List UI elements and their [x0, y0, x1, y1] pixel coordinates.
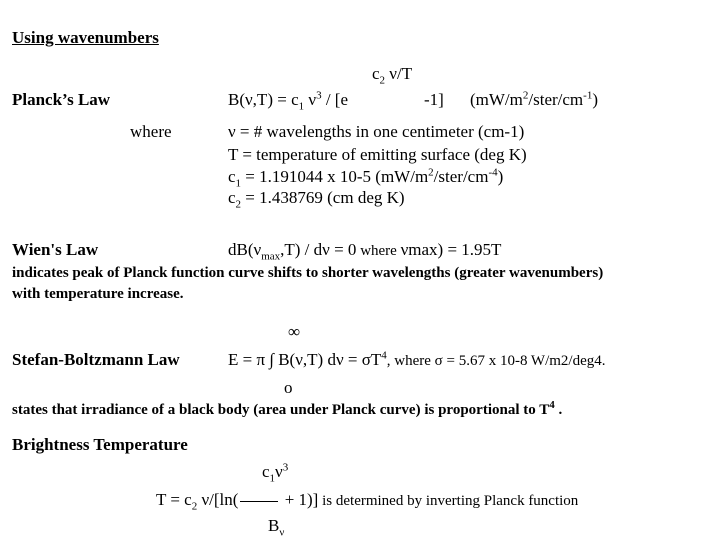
infinity-symbol: ∞	[288, 322, 301, 341]
planck-heading: Planck’s Law	[12, 90, 111, 109]
units-mid: /ster/cm	[528, 90, 584, 109]
planck-eq-cube: 3	[316, 89, 322, 102]
stefan-heading: Stefan-Boltzmann Law	[12, 350, 180, 369]
stefan-eq-sup: 4	[381, 349, 387, 362]
where-label: where	[130, 122, 172, 141]
bt-eq-pre: T = c	[156, 490, 192, 509]
def-c1-sub: 1	[235, 177, 242, 190]
bt-den-sub: ν	[279, 526, 285, 539]
def-c1-sup2: -4	[488, 166, 498, 179]
stefan-desc	[12, 400, 562, 420]
exponent-c-sub: 2	[379, 74, 386, 87]
bt-eq-after: + 1)]	[280, 490, 319, 509]
stefan-equation	[228, 350, 606, 371]
units-sup1: 2	[522, 89, 529, 102]
bt-den-pre: B	[268, 516, 280, 535]
def-c1-post: )	[497, 167, 504, 186]
def-c2-post: = 1.438769 (cm deg K)	[241, 188, 405, 207]
units-sup2: -1	[583, 89, 593, 102]
units-pre: (mW/m	[470, 90, 523, 109]
lower-limit: o	[284, 378, 293, 397]
planck-eq-mid: / [e	[321, 90, 348, 109]
bt-num-nu: ν	[275, 462, 283, 481]
def-c1	[228, 166, 504, 190]
exponent-rest: ν/T	[385, 64, 413, 83]
planck-eq-nu: ν	[304, 90, 317, 109]
bt-num-sub: 1	[269, 472, 276, 485]
brightness-heading: Brightness Temperature	[12, 435, 188, 454]
planck-eq-lhs: B(ν,T) = c	[228, 90, 299, 109]
def-c1-sup1: 2	[428, 166, 434, 179]
stefan-eq-post: , where σ = 5.67 x 10-8 W/m2/deg4.	[386, 353, 606, 369]
bt-eq-desc: is determined by inverting Planck function	[318, 493, 579, 509]
wien-eq-mid: ,T) / dν = 0	[280, 240, 357, 259]
def-c1-mid2: /ster/cm	[433, 167, 489, 186]
wien-eq-pre: dB(ν	[228, 240, 262, 259]
def-c2-pre: c	[228, 188, 236, 207]
wien-eq-sub: max	[261, 250, 281, 263]
def-temperature: T = temperature of emitting surface (deg K)	[228, 145, 527, 164]
planck-eq-end: -1]	[424, 90, 444, 109]
def-c2	[228, 188, 405, 211]
planck-equation	[228, 89, 348, 113]
units-post: )	[592, 90, 598, 109]
stefan-eq-pre: E = π ∫ B(ν,T) dν = σT	[228, 350, 382, 369]
wien-eq-post: νmax) = 1.95T	[400, 240, 502, 259]
wien-heading: Wien's Law	[12, 240, 99, 259]
planck-units	[470, 90, 598, 110]
def-c1-pre: c	[228, 167, 236, 186]
bt-num-pre: c	[262, 462, 270, 481]
exponent-c: c	[372, 64, 380, 83]
bt-eq-sub: 2	[191, 500, 198, 513]
planck-eq-c1-sub: 1	[298, 100, 305, 113]
wien-equation	[228, 240, 501, 261]
brightness-numerator	[262, 461, 289, 485]
page-title: Using wavenumbers	[12, 28, 159, 47]
wien-desc-line1: indicates peak of Planck function curve shifts to shorter wavelengths (greater wavenumbers)	[12, 265, 604, 281]
planck-exponent	[372, 64, 413, 87]
fraction-bar	[240, 501, 278, 502]
bt-num-sup: 3	[282, 461, 289, 474]
stefan-desc-pre: states that irradiance of a black body (area under Planck curve) is proportional to T	[12, 402, 550, 418]
wien-eq-where: where	[356, 243, 401, 259]
stefan-desc-sup: 4	[549, 399, 555, 411]
brightness-denominator	[268, 516, 285, 539]
brightness-equation	[156, 490, 578, 511]
def-c2-sub: 2	[235, 198, 242, 211]
bt-eq-mid: ν/[ln(	[197, 490, 239, 509]
def-c1-mid: = 1.191044 x 10-5 (mW/m	[241, 167, 429, 186]
wien-desc-line2: with temperature increase.	[12, 286, 184, 302]
def-nu: ν = # wavelengths in one centimeter (cm-1)	[228, 122, 525, 141]
stefan-desc-post: .	[554, 402, 563, 418]
